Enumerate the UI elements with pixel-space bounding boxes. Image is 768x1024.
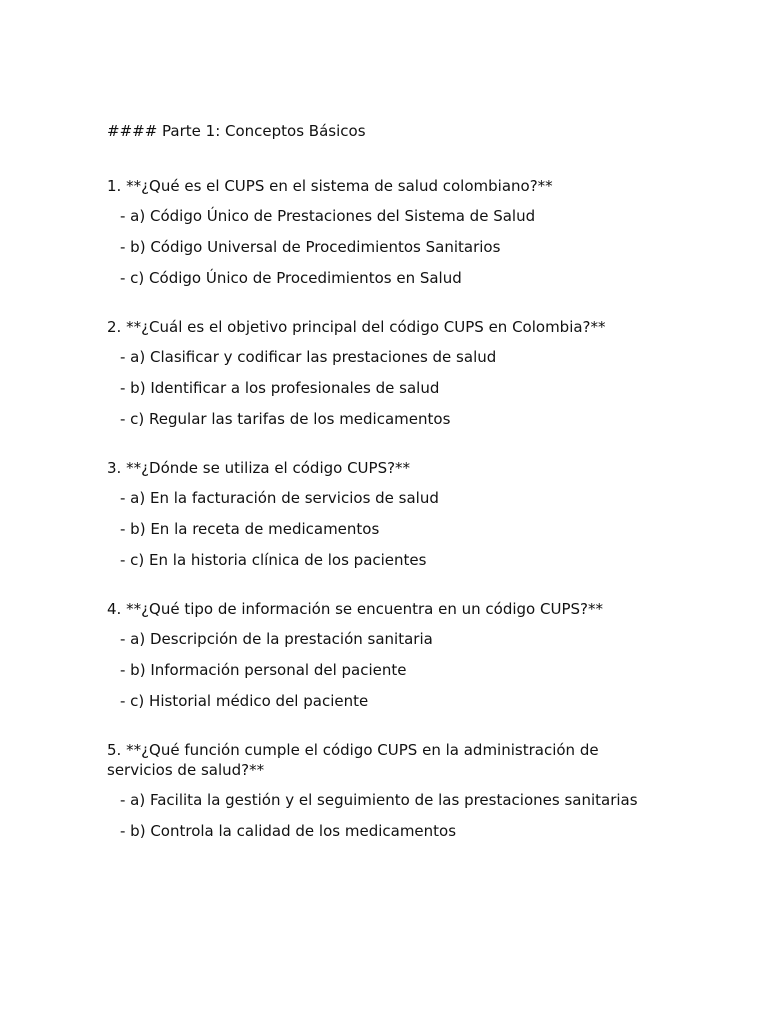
option-a: - a) En la facturación de servicios de salud bbox=[120, 489, 439, 507]
question-1 bbox=[107, 176, 667, 288]
option-a: - a) Código Único de Prestaciones del Sistema de Salud bbox=[120, 207, 536, 225]
option-b: - b) Código Universal de Procedimientos Sanitarios bbox=[120, 238, 501, 256]
option-a: - a) Descripción de la prestación sanitaria bbox=[120, 630, 433, 648]
option-c: - c) Código Único de Procedimientos en Salud bbox=[120, 269, 462, 287]
question-text: 3. **¿Dónde se utiliza el código CUPS?** bbox=[107, 459, 411, 477]
option-c: - c) Historial médico del paciente bbox=[120, 692, 369, 710]
question-text: 4. **¿Qué tipo de información se encuentra en un código CUPS?** bbox=[107, 600, 603, 618]
option-b: - b) Controla la calidad de los medicamentos bbox=[120, 822, 457, 840]
option-b: - b) Información personal del paciente bbox=[120, 661, 407, 679]
document-page bbox=[107, 121, 667, 870]
question-text: 2. **¿Cuál es el objetivo principal del código CUPS en Colombia?** bbox=[107, 318, 606, 336]
option-b: - b) Identificar a los profesionales de salud bbox=[120, 379, 440, 397]
section-heading: #### Parte 1: Conceptos Básicos bbox=[107, 122, 366, 140]
question-text: 5. **¿Qué función cumple el código CUPS en la administración de servicios de salud?** bbox=[107, 741, 599, 779]
question-5 bbox=[107, 740, 667, 841]
question-3 bbox=[107, 458, 667, 570]
option-a: - a) Clasificar y codificar las prestaciones de salud bbox=[120, 348, 497, 366]
option-a: - a) Facilita la gestión y el seguimiento de las prestaciones sanitarias bbox=[120, 791, 638, 809]
question-4 bbox=[107, 599, 667, 711]
option-c: - c) Regular las tarifas de los medicamentos bbox=[120, 410, 451, 428]
question-2 bbox=[107, 317, 667, 429]
question-text: 1. **¿Qué es el CUPS en el sistema de salud colombiano?** bbox=[107, 177, 553, 195]
option-b: - b) En la receta de medicamentos bbox=[120, 520, 380, 538]
option-c: - c) En la historia clínica de los pacientes bbox=[120, 551, 427, 569]
